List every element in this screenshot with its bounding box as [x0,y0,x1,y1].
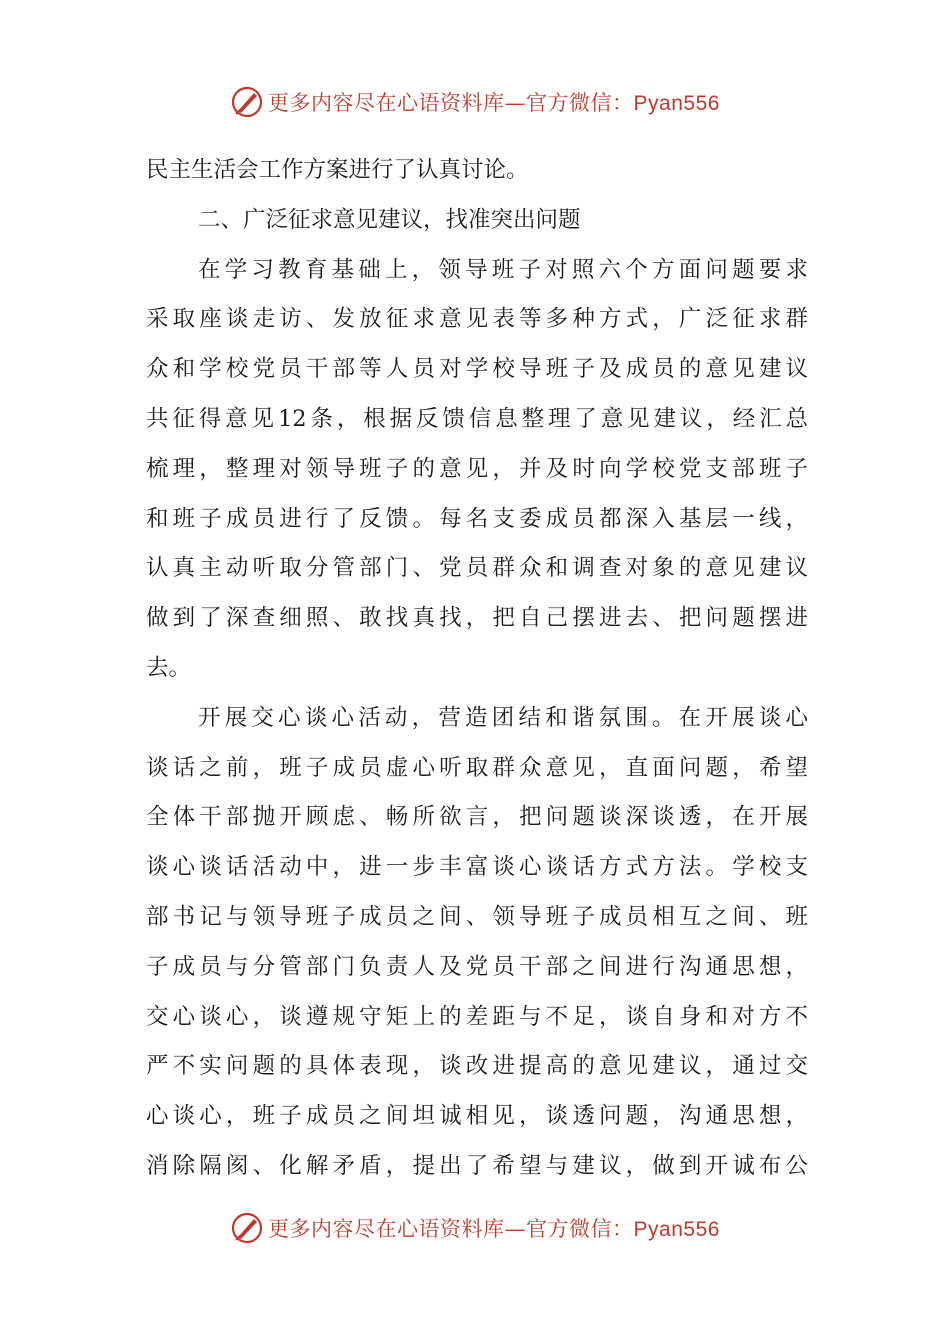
text-line: 梳理，整理对领导班子的意见，并及时向学校党支部班子 [146,455,808,482]
quill-logo-icon [230,1211,264,1245]
header-watermark-banner [0,82,950,122]
text-line: 子成员与分管部门负责人及党员干部之间进行沟通思想， [146,953,808,980]
text-line: 采取座谈走访、发放征求意见表等多种方式，广泛征求群 [146,306,808,333]
footer-watermark-banner [0,1208,950,1248]
text-line: 去。 [146,654,192,681]
text-line: 严不实问题的具体表现，谈改进提高的意见建议，通过交 [146,1053,808,1080]
text-line: 谈话之前，班子成员虚心听取群众意见，直面问题，希望 [146,754,808,781]
text-line: 众和学校党员干部等人员对学校导班子及成员的意见建议 [146,356,808,383]
document-body [146,146,808,1192]
banner-text: 更多内容尽在心语资料库—官方微信：Pyan556 [268,1217,720,1241]
text-line: 消除隔阂、化解矛盾，提出了希望与建议，做到开诚布公 [146,1152,808,1179]
text-line: 谈心谈话活动中，进一步丰富谈心谈话方式方法。学校支 [146,854,808,881]
text-line: 全体干部抛开顾虑、畅所欲言，把问题谈深谈透，在开展 [146,804,808,831]
banner-text: 更多内容尽在心语资料库—官方微信：Pyan556 [268,91,720,115]
quill-logo-icon [230,85,264,119]
text-line: 心谈心，班子成员之间坦诚相见，谈透问题，沟通思想， [146,1103,808,1130]
text-line: 民主生活会工作方案进行了认真讨论。 [146,157,529,183]
text-line: 和班子成员进行了反馈。每名支委成员都深入基层一线， [146,505,808,532]
text-line: 认真主动听取分管部门、党员群众和调查对象的意见建议 [146,555,808,582]
text-line: 共征得意见12条，根据反馈信息整理了意见建议，经汇总 [146,405,808,432]
text-line: 做到了深查细照、敢找真找，把自己摆进去、把问题摆进 [146,605,808,632]
text-line: 开展交心谈心活动，营造团结和谐氛围。在开展谈心 [198,704,808,731]
text-line: 在学习教育基础上，领导班子对照六个方面问题要求 [198,256,808,283]
text-line: 二、广泛征求意见建议，找准突出问题 [198,206,581,233]
text-line: 交心谈心，谈遵规守矩上的差距与不足，谈自身和对方不 [146,1003,808,1030]
text-line: 部书记与领导班子成员之间、领导班子成员相互之间、班 [146,903,808,930]
